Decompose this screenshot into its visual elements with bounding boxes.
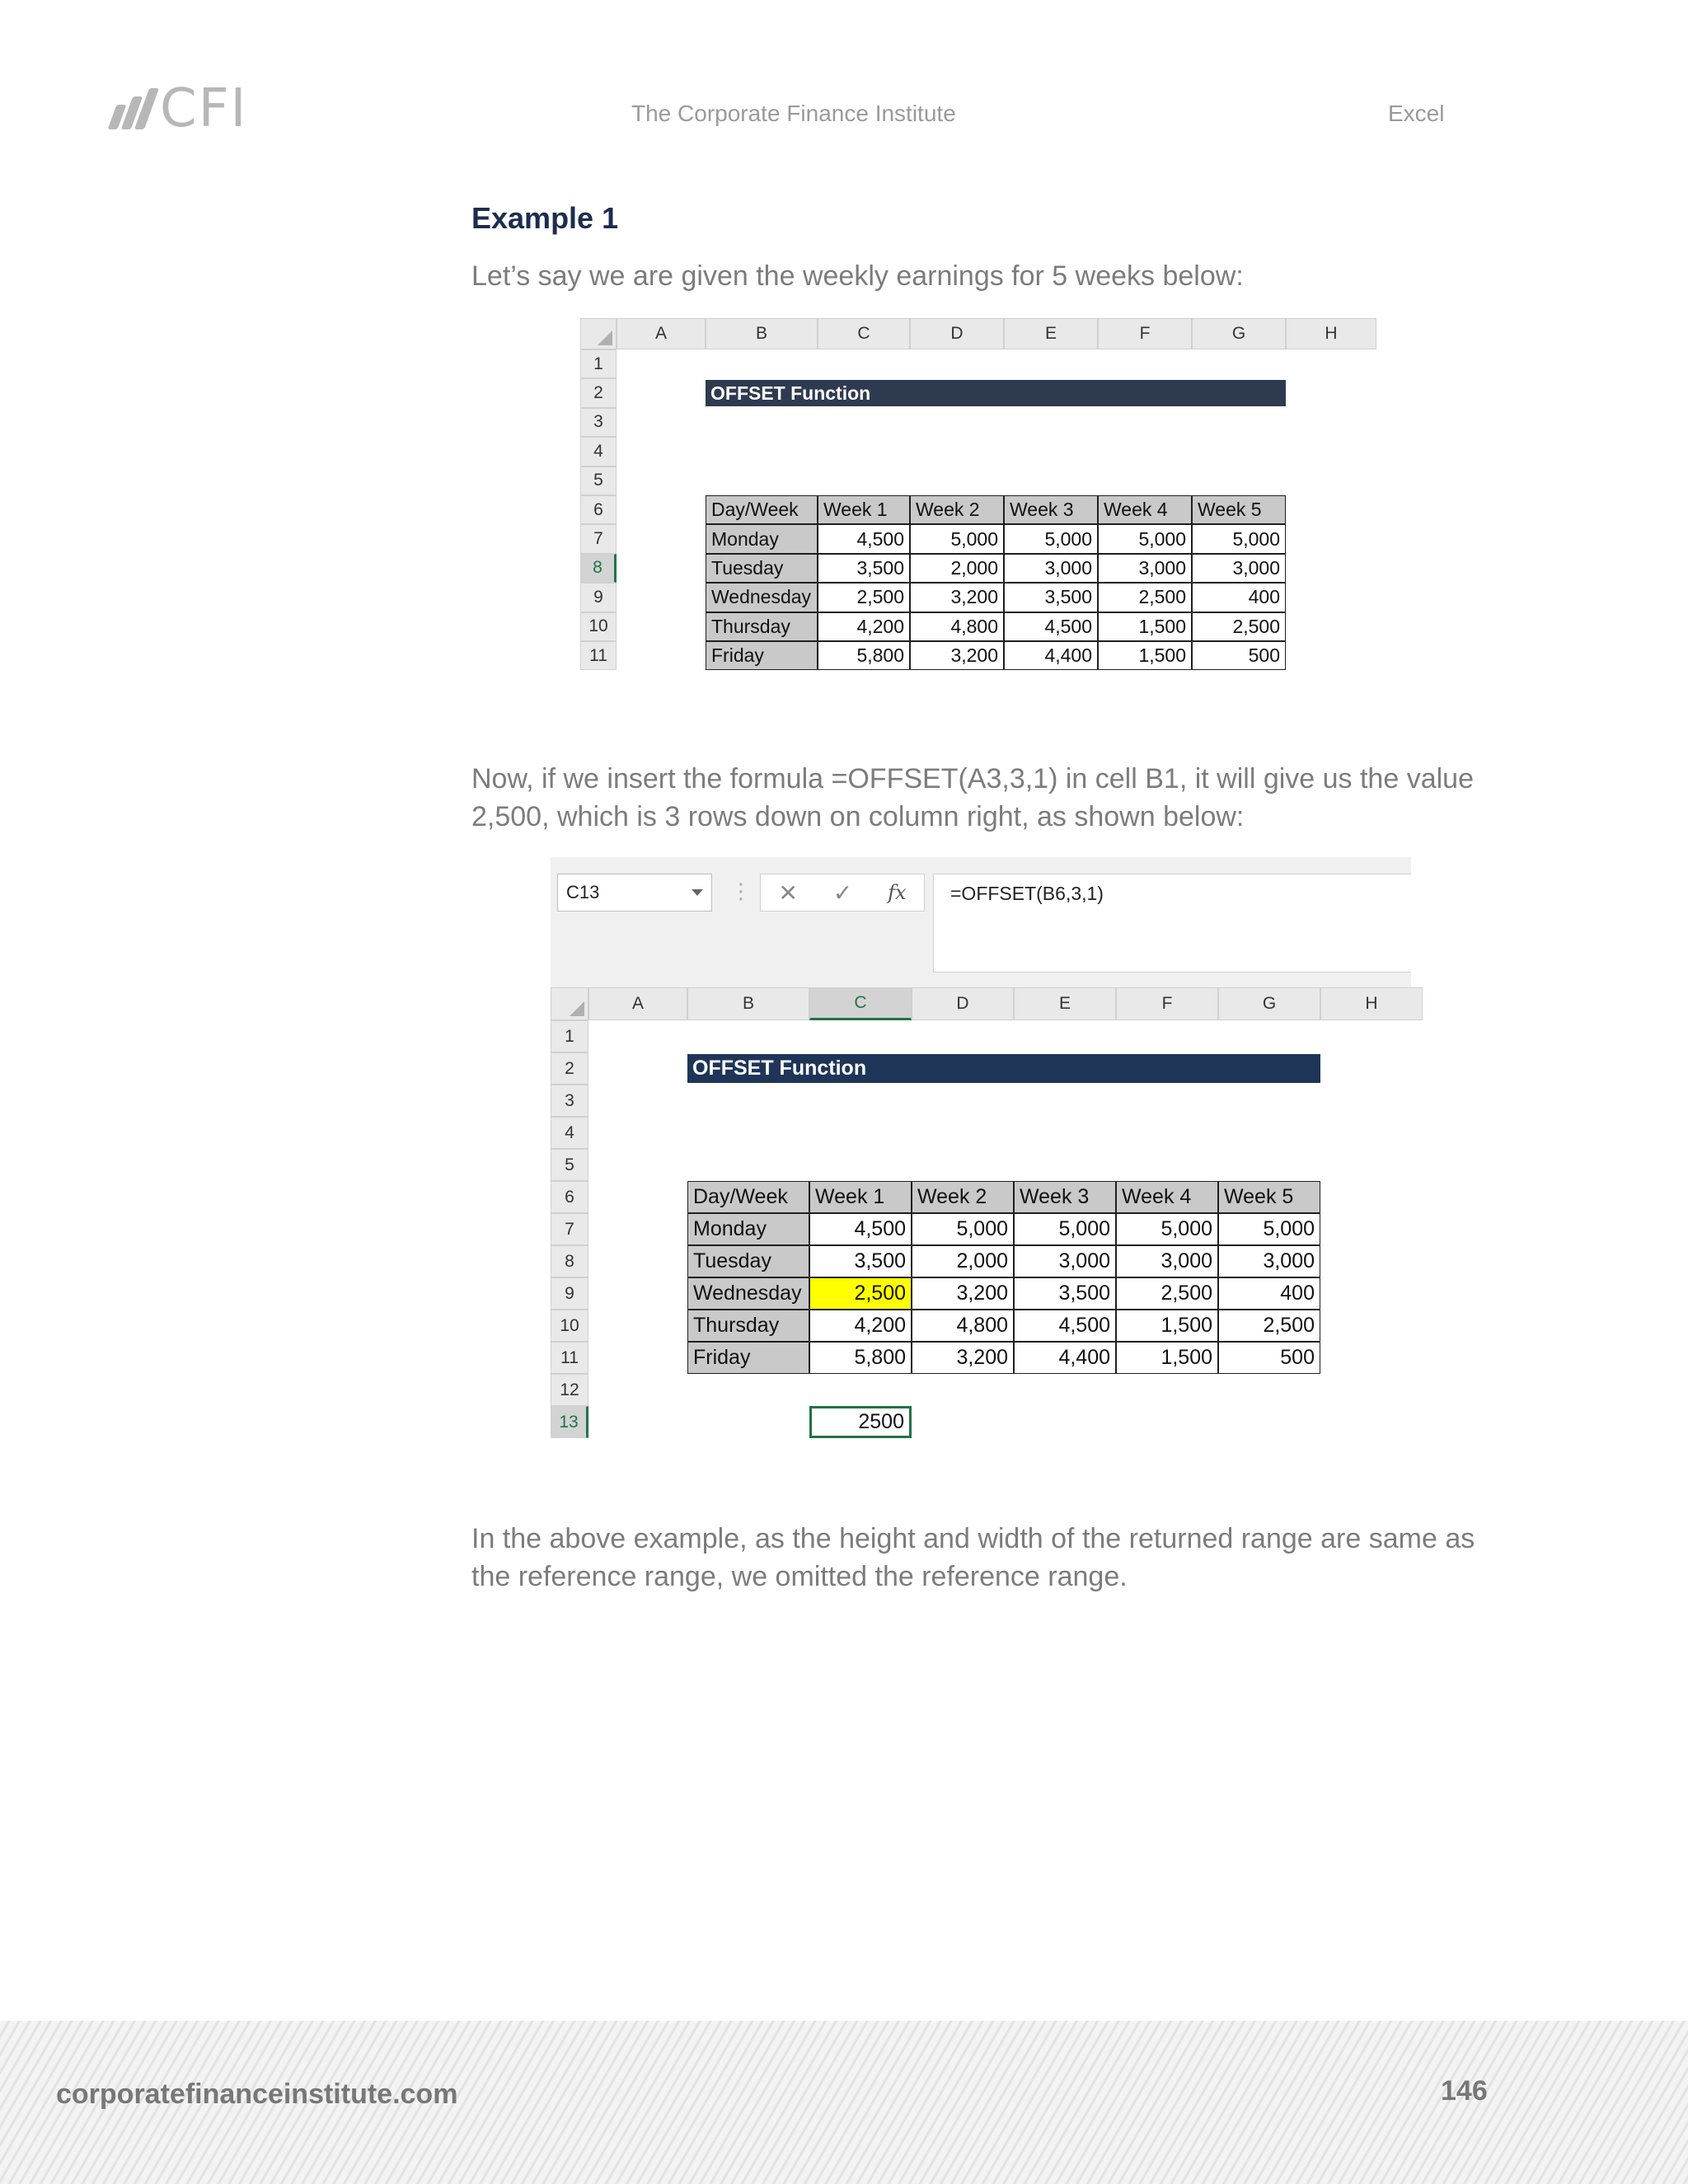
earnings-cell[interactable]: 5,800 [809,1342,912,1374]
chevron-down-icon[interactable] [692,889,703,896]
row-header-2[interactable]: 2 [551,1052,588,1085]
row-header-9[interactable]: 9 [551,1277,588,1310]
earnings-cell[interactable]: 3,500 [809,1245,912,1277]
column-header-d[interactable]: D [912,987,1014,1020]
day-label-cell[interactable]: Friday [687,1342,809,1374]
header-title: The Corporate Finance Institute [631,101,956,126]
earnings-cell[interactable]: 1,500 [1098,612,1192,641]
earnings-cell[interactable]: 4,200 [809,1310,912,1342]
sheet-title: OFFSET Function [687,1054,1320,1083]
row-header-3[interactable]: 3 [580,408,617,437]
earnings-cell[interactable]: 4,500 [809,1213,912,1245]
row-header-3[interactable]: 3 [551,1085,588,1117]
earnings-cell[interactable]: 3,000 [1218,1245,1320,1277]
column-header-b[interactable]: B [706,318,818,349]
table-header-cell[interactable]: Week 1 [818,495,910,524]
page-number: 146 [1441,2075,1488,2107]
day-label-cell[interactable]: Thursday [706,612,818,641]
column-header-g[interactable]: G [1192,318,1286,349]
earnings-cell[interactable]: 3,000 [1192,554,1286,583]
footer-url: corporatefinanceinstitute.com [56,2079,458,2110]
table-header-cell[interactable]: Week 5 [1192,495,1286,524]
earnings-cell[interactable]: 3,200 [910,583,1004,612]
row-header-4[interactable]: 4 [580,437,617,466]
earnings-cell[interactable]: 2,500 [1098,583,1192,612]
day-label-cell[interactable]: Tuesday [687,1245,809,1277]
more-options-icon: ⋮ [730,879,752,903]
select-all-corner[interactable] [551,987,588,1020]
name-box[interactable] [557,874,712,912]
table-header-cell[interactable]: Week 3 [1004,495,1098,524]
column-header-a[interactable]: A [617,318,706,349]
earnings-cell[interactable]: 3,500 [818,554,910,583]
row-header-5[interactable]: 5 [580,466,617,495]
earnings-cell[interactable]: 5,000 [1218,1213,1320,1245]
day-label-cell[interactable]: Monday [706,524,818,553]
table-header-cell[interactable]: Week 5 [1218,1181,1320,1213]
logo-marks-icon [112,88,152,129]
row-header-4[interactable]: 4 [551,1117,588,1149]
name-box-value: C13 [566,882,600,902]
earnings-cell[interactable]: 4,400 [1004,641,1098,670]
earnings-cell[interactable]: 3,200 [910,641,1004,670]
earnings-cell[interactable]: 2,500 [1218,1310,1320,1342]
earnings-cell[interactable]: 3,000 [1098,554,1192,583]
table-header-cell[interactable]: Week 2 [910,495,1004,524]
example-heading: Example 1 [471,201,619,235]
column-header-b[interactable]: B [687,987,809,1020]
earnings-cell[interactable]: 5,000 [1116,1213,1218,1245]
earnings-cell[interactable]: 2,500 [1116,1277,1218,1310]
earnings-cell[interactable]: 500 [1192,641,1286,670]
row-header-5[interactable]: 5 [551,1149,588,1181]
row-header-10[interactable]: 10 [580,612,617,641]
earnings-cell[interactable]: 4,200 [818,612,910,641]
earnings-cell[interactable]: 1,500 [1098,641,1192,670]
row-header-13[interactable]: 13 [551,1406,588,1438]
earnings-cell[interactable]: 400 [1218,1277,1320,1310]
earnings-cell[interactable]: 4,500 [818,524,910,553]
column-header-f[interactable]: F [1116,987,1218,1020]
column-header-e[interactable]: E [1004,318,1098,349]
earnings-cell[interactable]: 3,000 [1014,1245,1116,1277]
row-header-2[interactable]: 2 [580,378,617,407]
intro-paragraph: Let’s say we are given the weekly earnings for 5 weeks below: [471,260,1244,292]
day-label-cell[interactable]: Monday [687,1213,809,1245]
row-header-11[interactable]: 11 [551,1342,588,1374]
earnings-cell[interactable]: 3,000 [1004,554,1098,583]
column-header-c[interactable]: C [818,318,910,349]
earnings-cell[interactable]: 1,500 [1116,1310,1218,1342]
earnings-cell[interactable]: 3,000 [1116,1245,1218,1277]
earnings-cell[interactable]: 4,500 [1014,1310,1116,1342]
earnings-cell[interactable]: 3,200 [912,1277,1014,1310]
day-label-cell[interactable]: Wednesday [706,583,818,612]
row-header-8[interactable]: 8 [551,1245,588,1277]
select-all-corner[interactable] [580,318,617,349]
cancel-icon[interactable]: ✕ [778,879,798,906]
earnings-cell[interactable]: 500 [1218,1342,1320,1374]
earnings-cell[interactable]: 2,500 [1192,612,1286,641]
earnings-cell[interactable]: 5,000 [1192,524,1286,553]
earnings-cell[interactable]: 5,800 [818,641,910,670]
day-label-cell[interactable]: Wednesday [687,1277,809,1310]
earnings-cell[interactable]: 3,200 [912,1342,1014,1374]
day-label-cell[interactable]: Thursday [687,1310,809,1342]
row-header-8[interactable]: 8 [580,554,617,583]
table-header-cell[interactable]: Day/Week [706,495,818,524]
table-header-cell[interactable]: Week 1 [809,1181,912,1213]
earnings-cell[interactable]: 2,500 [818,583,910,612]
earnings-cell[interactable]: 5,000 [910,524,1004,553]
row-header-1[interactable]: 1 [580,349,617,378]
earnings-cell[interactable]: 5,000 [912,1213,1014,1245]
row-header-7[interactable]: 7 [551,1213,588,1245]
earnings-cell[interactable]: 2,000 [910,554,1004,583]
page-header [0,0,1688,165]
formula-input[interactable]: =OFFSET(B6,3,1) [933,874,1411,972]
row-header-12[interactable]: 12 [551,1374,588,1406]
result-cell[interactable]: 2500 [809,1406,912,1438]
column-header-c[interactable]: C [809,987,912,1020]
sheet-title: OFFSET Function [706,380,1286,405]
explanation-paragraph: Now, if we insert the formula =OFFSET(A3,3,1) in cell B1, it will give us the value 2,500, which is 3 rows down on column right, as shown below: [471,763,1474,832]
table-header-cell[interactable]: Week 4 [1098,495,1192,524]
earnings-cell[interactable]: 5,000 [1098,524,1192,553]
header-section: Excel [1388,101,1445,126]
column-header-h[interactable]: H [1320,987,1423,1020]
row-header-9[interactable]: 9 [580,583,617,612]
enter-icon[interactable]: ✓ [832,879,853,906]
row-header-10[interactable]: 10 [551,1310,588,1342]
column-header-f[interactable]: F [1098,318,1192,349]
row-header-11[interactable]: 11 [580,641,617,670]
table-header-cell[interactable]: Week 2 [912,1181,1014,1213]
column-header-a[interactable]: A [588,987,687,1020]
row-header-1[interactable]: 1 [551,1020,588,1052]
table-header-cell[interactable]: Week 3 [1014,1181,1116,1213]
column-header-e[interactable]: E [1014,987,1116,1020]
row-header-7[interactable]: 7 [580,524,617,553]
earnings-cell[interactable]: 4,800 [910,612,1004,641]
earnings-cell[interactable]: 2,000 [912,1245,1014,1277]
earnings-cell[interactable]: 4,400 [1014,1342,1116,1374]
formula-buttons [760,874,925,912]
earnings-cell[interactable]: 4,800 [912,1310,1014,1342]
table-header-cell[interactable]: Day/Week [687,1181,809,1213]
earnings-cell[interactable]: 5,000 [1004,524,1098,553]
earnings-cell[interactable]: 4,500 [1004,612,1098,641]
conclusion-paragraph: In the above example, as the height and width of the returned range are same as the reference range, we omitted the reference range. [471,1523,1475,1592]
column-header-g[interactable]: G [1218,987,1320,1020]
column-header-d[interactable]: D [910,318,1004,349]
row-header-6[interactable]: 6 [551,1181,588,1213]
column-header-h[interactable]: H [1286,318,1376,349]
earnings-cell[interactable]: 5,000 [1014,1213,1116,1245]
earnings-cell[interactable]: 2,500 [809,1277,912,1310]
row-header-6[interactable]: 6 [580,495,617,524]
earnings-cell[interactable]: 400 [1192,583,1286,612]
earnings-cell[interactable]: 1,500 [1116,1342,1218,1374]
insert-function-icon[interactable]: fx [888,881,907,904]
day-label-cell[interactable]: Tuesday [706,554,818,583]
cfi-logo [112,78,248,139]
table-header-cell[interactable]: Week 4 [1116,1181,1218,1213]
earnings-cell[interactable]: 3,500 [1014,1277,1116,1310]
earnings-cell[interactable]: 3,500 [1004,583,1098,612]
day-label-cell[interactable]: Friday [706,641,818,670]
logo-text: CFI [160,78,248,139]
